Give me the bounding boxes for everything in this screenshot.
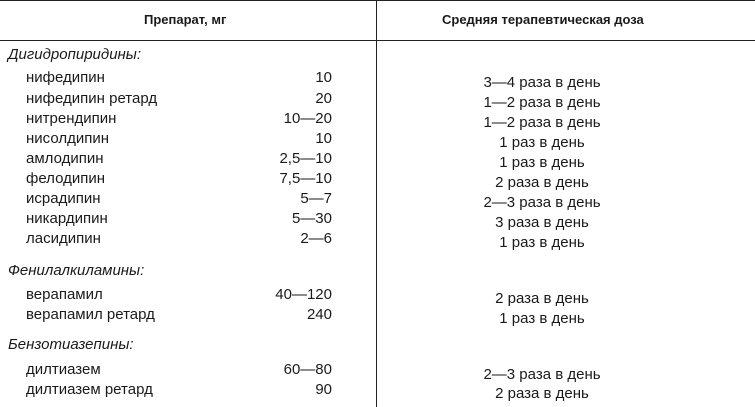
group-title: Дигидропиридины: — [8, 46, 141, 63]
drug-frequency: 3 раза в день — [495, 214, 589, 231]
group-title: Фенилалкиламины: — [8, 262, 145, 279]
drug-name: верапамил — [26, 286, 103, 303]
drug-frequency: 1 раз в день — [499, 134, 585, 151]
drug-frequency: 2—3 раза в день — [483, 366, 601, 383]
drug-frequency: 3—4 раза в день — [483, 74, 601, 91]
drug-frequency: 2 раза в день — [495, 174, 589, 191]
drug-dose: 10 — [315, 130, 332, 147]
drug-frequency: 1—2 раза в день — [483, 94, 601, 111]
drug-dose: 5—7 — [300, 190, 332, 207]
drug-name: нифедипин — [26, 69, 105, 86]
drug-frequency: 1—2 раза в день — [483, 114, 601, 131]
header-average-dose: Средняя терапевтическая доза — [442, 12, 644, 27]
drug-name: дилтиазем ретард — [26, 381, 153, 398]
drug-dose: 20 — [315, 90, 332, 107]
drug-name: нитрендипин — [26, 110, 117, 127]
drug-dose: 2,5—10 — [279, 150, 332, 167]
drug-dose: 10—20 — [283, 110, 332, 127]
drug-frequency: 2 раза в день — [495, 385, 589, 402]
drug-dose: 90 — [315, 381, 332, 398]
drug-dose: 60—80 — [283, 361, 332, 378]
table-top-rule — [0, 0, 755, 1]
drug-dose: 240 — [306, 306, 332, 323]
drug-dose: 7,5—10 — [279, 170, 332, 187]
drug-frequency: 2—3 раза в день — [483, 194, 601, 211]
drug-name: нисолдипин — [26, 130, 110, 147]
drug-name: исрадипин — [26, 190, 101, 207]
drug-name: дилтиазем — [26, 361, 101, 378]
drug-frequency: 1 раз в день — [499, 154, 585, 171]
drug-dose: 5—30 — [291, 210, 332, 227]
drug-name: нифедипин ретард — [26, 90, 158, 107]
header-drug-dose: Препарат, мг — [144, 12, 227, 27]
drug-name: никардипин — [26, 210, 108, 227]
drug-frequency: 1 раз в день — [499, 234, 585, 251]
drug-name: амлодипин — [26, 150, 104, 167]
drug-name: ласидипин — [26, 230, 101, 247]
drug-dose: 2—6 — [300, 230, 332, 247]
drug-frequency: 2 раза в день — [495, 290, 589, 307]
drug-name: верапамил ретард — [26, 306, 155, 323]
drug-dose: 40—120 — [275, 286, 332, 303]
column-divider — [376, 0, 377, 407]
drug-dose: 10 — [315, 69, 332, 86]
drug-frequency: 1 раз в день — [499, 310, 585, 327]
group-title: Бензотиазепины: — [8, 336, 134, 353]
drug-name: фелодипин — [26, 170, 106, 187]
header-bottom-rule — [0, 40, 755, 41]
